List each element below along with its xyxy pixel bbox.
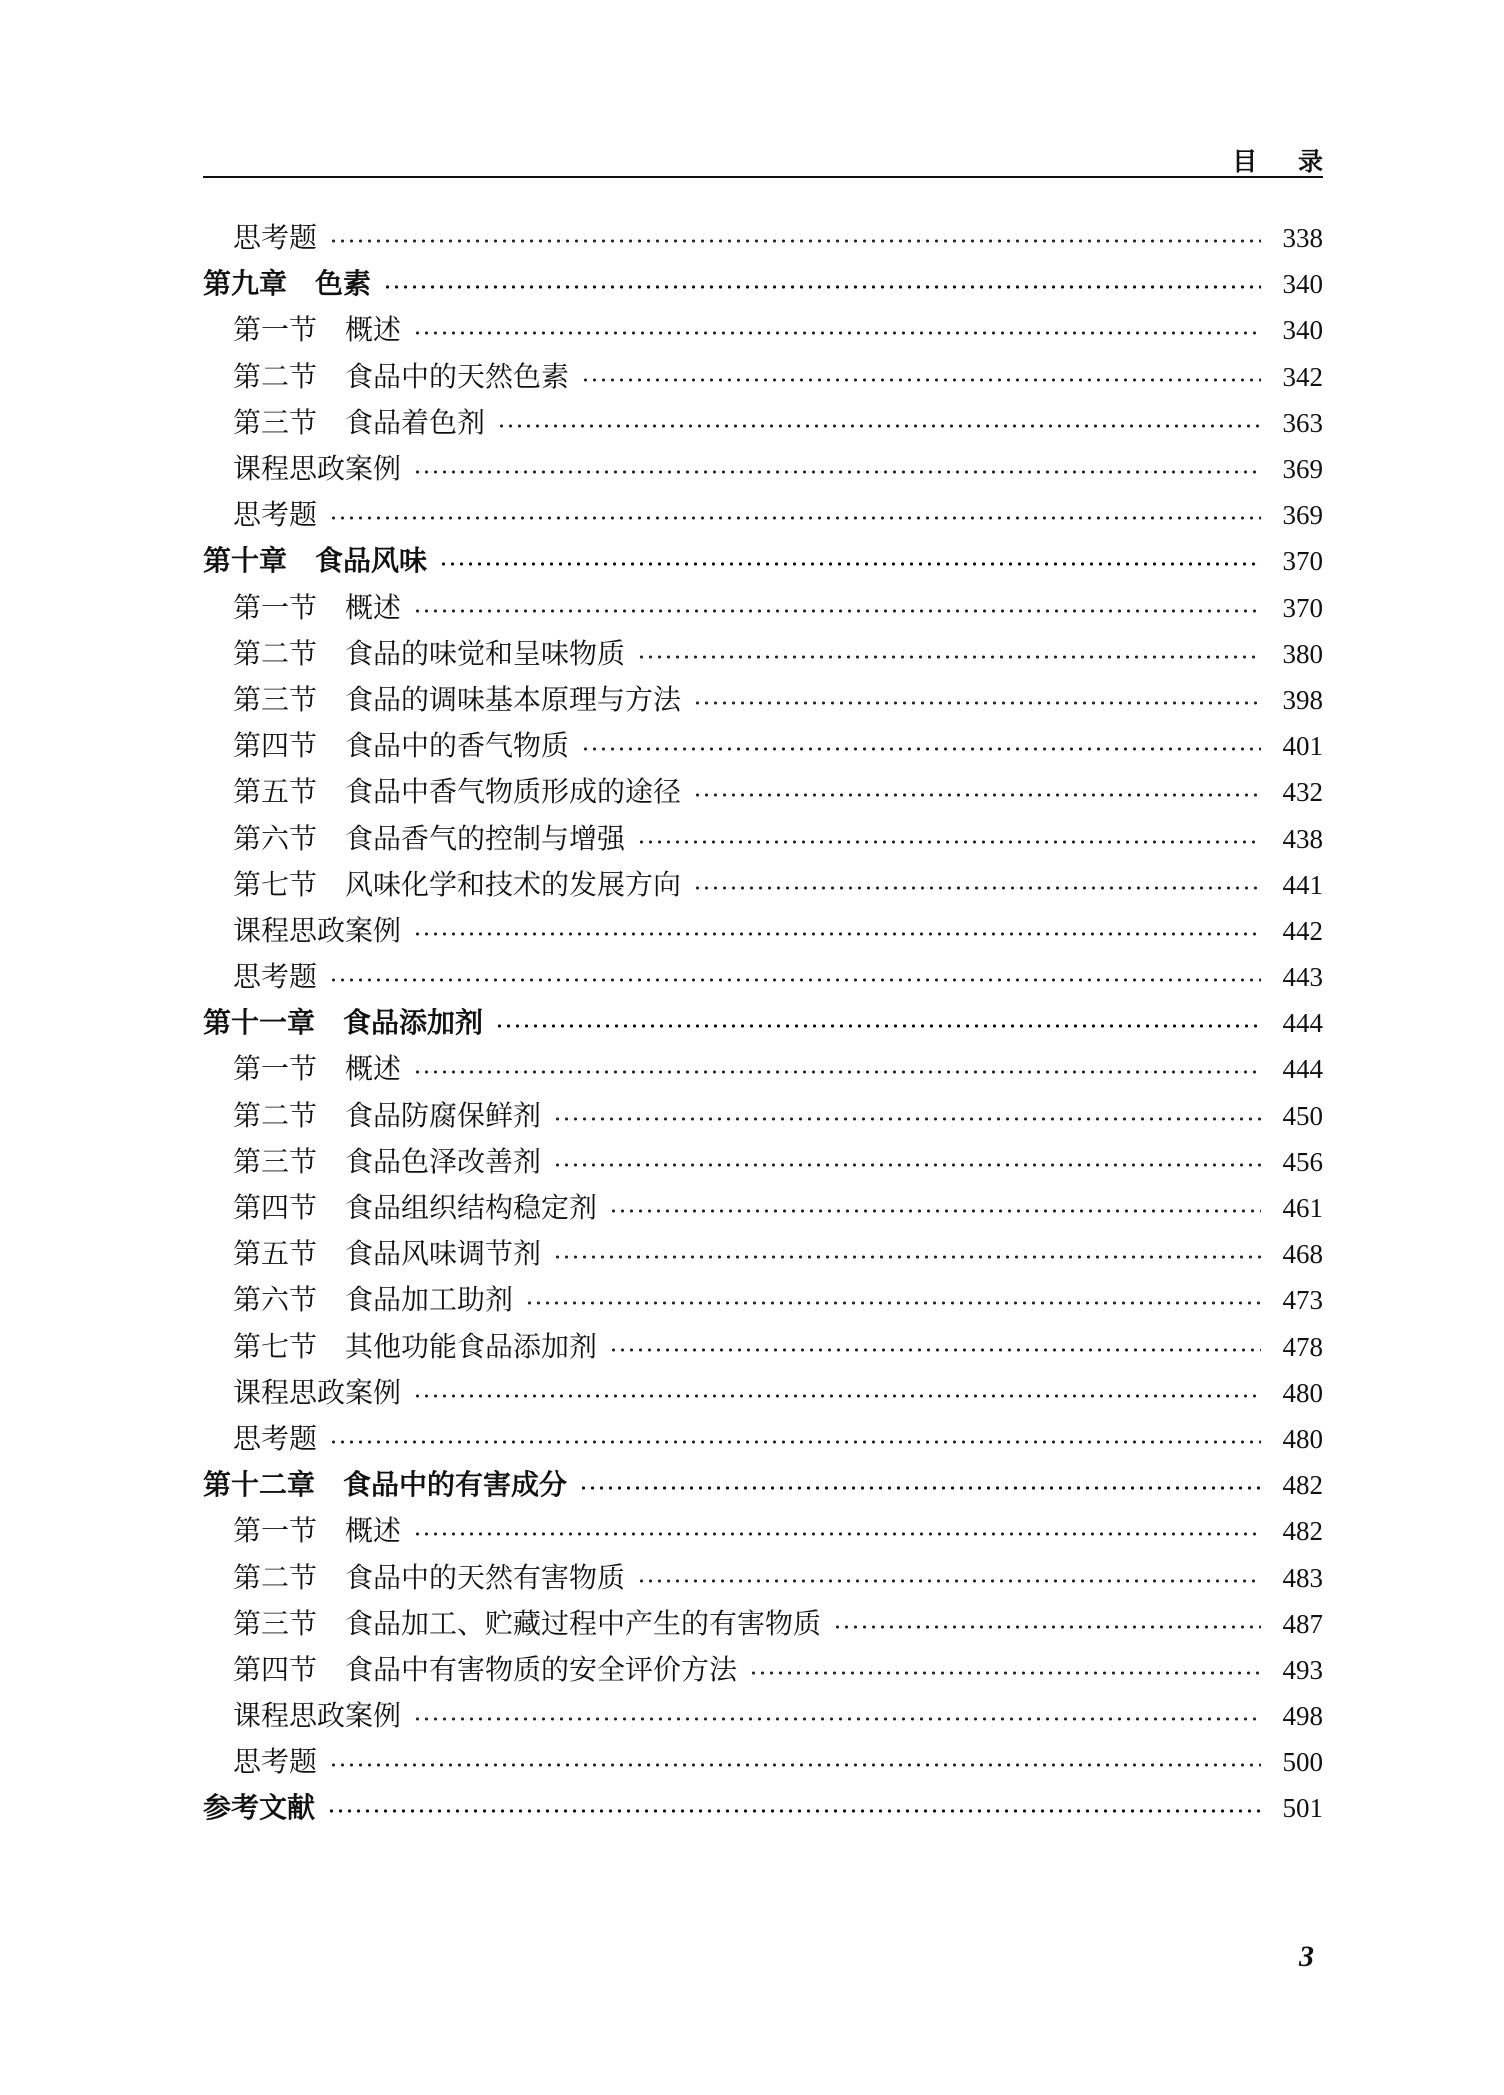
toc-entry-title: 食品着色剂 bbox=[345, 405, 486, 439]
toc-entry-title: 概述 bbox=[345, 1514, 402, 1548]
dot-leader bbox=[329, 1763, 1261, 1767]
toc-entry-page: 340 bbox=[1282, 315, 1323, 346]
toc-entry-number: 第五节 bbox=[233, 1237, 318, 1271]
toc-section-entry[interactable] bbox=[203, 492, 1323, 538]
dot-leader bbox=[637, 840, 1261, 844]
toc-entry-number: 第七节 bbox=[233, 1329, 318, 1363]
toc-entry-title: 课程思政案例 bbox=[233, 452, 402, 486]
toc-section-entry[interactable] bbox=[203, 1093, 1323, 1139]
toc-entry-label bbox=[233, 1416, 317, 1462]
toc-entry-title: 思考题 bbox=[233, 498, 318, 532]
dot-leader bbox=[413, 470, 1261, 474]
toc-entry-number: 第一节 bbox=[233, 1052, 318, 1086]
toc-entry-page: 370 bbox=[1282, 592, 1323, 623]
toc-entry-page: 461 bbox=[1282, 1193, 1323, 1224]
toc-entry-number: 第十二章 bbox=[203, 1468, 316, 1502]
toc-entry-title: 食品中的香气物质 bbox=[345, 729, 570, 763]
toc-entry-page: 443 bbox=[1282, 962, 1323, 993]
toc-section-entry[interactable] bbox=[203, 908, 1323, 954]
toc-section-entry[interactable] bbox=[203, 723, 1323, 769]
toc-entry-label bbox=[233, 446, 401, 492]
toc-entry-page: 482 bbox=[1282, 1470, 1323, 1501]
toc-entry-page: 369 bbox=[1282, 500, 1323, 531]
toc-section-entry[interactable] bbox=[203, 1693, 1323, 1739]
toc-entry-page: 442 bbox=[1282, 915, 1323, 946]
toc-entry-number: 第二节 bbox=[233, 636, 318, 670]
toc-entry-label bbox=[233, 1508, 401, 1554]
toc-entry-label bbox=[233, 1324, 597, 1370]
dot-leader bbox=[413, 932, 1261, 936]
toc-entry-title: 食品中的有害成分 bbox=[343, 1468, 568, 1502]
toc-chapter-entry[interactable] bbox=[203, 538, 1323, 584]
toc-entry-label bbox=[233, 677, 681, 723]
toc-entry-label bbox=[233, 1185, 597, 1231]
dot-leader bbox=[579, 1486, 1261, 1490]
dot-leader bbox=[553, 1255, 1261, 1259]
toc-entry-number: 第一节 bbox=[233, 313, 318, 347]
toc-entry-number: 第一节 bbox=[233, 590, 318, 624]
toc-entry-title: 食品中的天然有害物质 bbox=[345, 1560, 626, 1594]
toc-entry-label bbox=[203, 1785, 315, 1831]
toc-entry-page: 493 bbox=[1282, 1654, 1323, 1685]
toc-entry-number: 第三节 bbox=[233, 1606, 318, 1640]
toc-entry-page: 370 bbox=[1282, 546, 1323, 577]
toc-entry-number: 第六节 bbox=[233, 821, 318, 855]
toc-entry-title: 思考题 bbox=[233, 221, 318, 255]
toc-section-entry[interactable] bbox=[203, 1046, 1323, 1092]
toc-entry-title: 课程思政案例 bbox=[233, 1375, 402, 1409]
toc-entry-label bbox=[233, 1277, 513, 1323]
toc-section-entry[interactable] bbox=[203, 954, 1323, 1000]
toc-section-entry[interactable] bbox=[203, 307, 1323, 353]
toc-entry-page: 487 bbox=[1282, 1608, 1323, 1639]
toc-entry-page: 456 bbox=[1282, 1146, 1323, 1177]
toc-entry-number: 第三节 bbox=[233, 1144, 318, 1178]
toc-entry-title: 食品的味觉和呈味物质 bbox=[345, 636, 626, 670]
toc-entry-title: 食品中香气物质形成的途径 bbox=[345, 775, 682, 809]
toc-entry-number: 第六节 bbox=[233, 1283, 318, 1317]
toc-entry-page: 480 bbox=[1282, 1423, 1323, 1454]
toc-entry-number: 第四节 bbox=[233, 1652, 318, 1686]
dot-leader bbox=[637, 1579, 1261, 1583]
dot-leader bbox=[329, 516, 1261, 520]
toc-entry-label bbox=[233, 723, 569, 769]
toc-entry-number: 第五节 bbox=[233, 775, 318, 809]
toc-section-entry[interactable] bbox=[203, 769, 1323, 815]
toc-entry-title: 食品色泽改善剂 bbox=[345, 1144, 542, 1178]
toc-entry-page: 363 bbox=[1282, 407, 1323, 438]
dot-leader bbox=[329, 1440, 1261, 1444]
dot-leader bbox=[439, 562, 1261, 566]
dot-leader bbox=[383, 285, 1261, 289]
toc-section-entry[interactable] bbox=[203, 1416, 1323, 1462]
toc-entry-title: 概述 bbox=[345, 313, 402, 347]
toc-entry-title: 课程思政案例 bbox=[233, 913, 402, 947]
dot-leader bbox=[609, 1348, 1261, 1352]
toc-section-entry[interactable] bbox=[203, 677, 1323, 723]
toc-entry-number: 第二节 bbox=[233, 359, 318, 393]
dot-leader bbox=[833, 1625, 1261, 1629]
toc-entry-number: 第三节 bbox=[233, 682, 318, 716]
toc-entry-title: 风味化学和技术的发展方向 bbox=[345, 867, 682, 901]
toc-entry-title: 食品中有害物质的安全评价方法 bbox=[345, 1652, 738, 1686]
toc-entry-number: 第三节 bbox=[233, 405, 318, 439]
toc-entry-title: 概述 bbox=[345, 590, 402, 624]
toc-entry-label bbox=[233, 1093, 541, 1139]
dot-leader bbox=[553, 1117, 1261, 1121]
toc-entry-page: 342 bbox=[1282, 361, 1323, 392]
toc-section-entry[interactable] bbox=[203, 1231, 1323, 1277]
toc-section-entry[interactable] bbox=[203, 1508, 1323, 1554]
toc-section-entry[interactable] bbox=[203, 215, 1323, 261]
toc-section-entry[interactable] bbox=[203, 1601, 1323, 1647]
toc-entry-number: 第十一章 bbox=[203, 1006, 316, 1040]
toc-entry-label bbox=[233, 1555, 625, 1601]
toc-entry-page: 473 bbox=[1282, 1285, 1323, 1316]
toc-section-entry[interactable] bbox=[203, 1370, 1323, 1416]
dot-leader bbox=[495, 1024, 1261, 1028]
toc-entry-label bbox=[233, 1370, 401, 1416]
dot-leader bbox=[413, 1717, 1261, 1721]
toc-entry-title: 思考题 bbox=[233, 1421, 318, 1455]
toc-section-entry[interactable] bbox=[203, 354, 1323, 400]
toc-entry-page: 441 bbox=[1282, 869, 1323, 900]
toc-entry-label bbox=[233, 1647, 737, 1693]
toc-entry-number: 第四节 bbox=[233, 729, 318, 763]
toc-entry-page: 480 bbox=[1282, 1377, 1323, 1408]
toc-entry-page: 438 bbox=[1282, 823, 1323, 854]
toc-entry-label bbox=[233, 954, 317, 1000]
toc-entry-page: 482 bbox=[1282, 1516, 1323, 1547]
toc-entry-label bbox=[233, 862, 681, 908]
toc-section-entry[interactable] bbox=[203, 1277, 1323, 1323]
dot-leader bbox=[329, 978, 1261, 982]
toc-section-entry[interactable] bbox=[203, 446, 1323, 492]
toc-entry-title: 食品加工助剂 bbox=[345, 1283, 514, 1317]
toc-section-entry[interactable] bbox=[203, 400, 1323, 446]
toc-entry-label bbox=[233, 492, 317, 538]
toc-entry-title: 课程思政案例 bbox=[233, 1699, 402, 1733]
toc-section-entry[interactable] bbox=[203, 1185, 1323, 1231]
toc-entry-title: 食品加工、贮藏过程中产生的有害物质 bbox=[345, 1606, 822, 1640]
toc-entry-number: 第一节 bbox=[233, 1514, 318, 1548]
toc-entry-title: 食品防腐保鲜剂 bbox=[345, 1098, 542, 1132]
running-head-title: 目 录 bbox=[1232, 147, 1339, 176]
toc-entry-title: 食品组织结构稳定剂 bbox=[345, 1191, 598, 1225]
dot-leader bbox=[553, 1163, 1261, 1167]
toc-entry-title: 概述 bbox=[345, 1052, 402, 1086]
dot-leader bbox=[693, 886, 1261, 890]
toc-entry-label bbox=[233, 354, 569, 400]
toc-entry-page: 450 bbox=[1282, 1100, 1323, 1131]
toc-entry-label bbox=[233, 769, 681, 815]
toc-entry-title: 思考题 bbox=[233, 960, 318, 994]
dot-leader bbox=[413, 1532, 1261, 1536]
toc-entry-label bbox=[233, 1693, 401, 1739]
toc-entry-number: 第四节 bbox=[233, 1191, 318, 1225]
toc-chapter-entry[interactable] bbox=[203, 1785, 1323, 1831]
toc-section-entry[interactable] bbox=[203, 862, 1323, 908]
toc-entry-number: 第十章 bbox=[203, 544, 288, 578]
toc-entry-page: 432 bbox=[1282, 777, 1323, 808]
toc-entry-title: 其他功能食品添加剂 bbox=[345, 1329, 598, 1363]
dot-leader bbox=[497, 424, 1261, 428]
toc-entry-page: 444 bbox=[1282, 1054, 1323, 1085]
toc-entry-title: 食品香气的控制与增强 bbox=[345, 821, 626, 855]
toc-section-entry[interactable] bbox=[203, 1324, 1323, 1370]
toc-entry-page: 500 bbox=[1282, 1747, 1323, 1778]
toc-entry-page: 338 bbox=[1282, 223, 1323, 254]
toc-entry-title: 参考文献 bbox=[203, 1791, 316, 1825]
toc-entry-label bbox=[233, 1046, 401, 1092]
toc-entry-label bbox=[233, 816, 625, 862]
toc-chapter-entry[interactable] bbox=[203, 261, 1323, 307]
dot-leader bbox=[413, 1394, 1261, 1398]
page-number: 3 bbox=[1299, 1940, 1314, 1973]
toc-entry-page: 498 bbox=[1282, 1701, 1323, 1732]
dot-leader bbox=[525, 1301, 1261, 1305]
toc-entry-label bbox=[203, 1462, 567, 1508]
toc-entry-page: 468 bbox=[1282, 1239, 1323, 1270]
toc-entry-title: 食品风味 bbox=[315, 544, 428, 578]
table-of-contents bbox=[203, 215, 1323, 1832]
dot-leader bbox=[413, 609, 1261, 613]
toc-entry-title: 食品中的天然色素 bbox=[345, 359, 570, 393]
toc-entry-label bbox=[233, 585, 401, 631]
toc-entry-number: 第二节 bbox=[233, 1560, 318, 1594]
toc-entry-title: 食品添加剂 bbox=[343, 1006, 484, 1040]
dot-leader bbox=[329, 239, 1261, 243]
toc-entry-number: 第九章 bbox=[203, 267, 288, 301]
toc-chapter-entry[interactable] bbox=[203, 1462, 1323, 1508]
toc-entry-label bbox=[233, 1231, 541, 1277]
toc-entry-label bbox=[233, 307, 401, 353]
toc-entry-label bbox=[233, 400, 485, 446]
toc-entry-title: 思考题 bbox=[233, 1745, 318, 1779]
running-head bbox=[203, 140, 1339, 178]
toc-entry-page: 444 bbox=[1282, 1008, 1323, 1039]
toc-entry-label bbox=[233, 908, 401, 954]
toc-chapter-entry[interactable] bbox=[203, 1000, 1323, 1046]
dot-leader bbox=[693, 793, 1261, 797]
dot-leader bbox=[609, 1209, 1261, 1213]
dot-leader bbox=[581, 747, 1261, 751]
toc-entry-title: 食品风味调节剂 bbox=[345, 1237, 542, 1271]
toc-entry-page: 380 bbox=[1282, 638, 1323, 669]
toc-entry-page: 401 bbox=[1282, 731, 1323, 762]
toc-section-entry[interactable] bbox=[203, 1139, 1323, 1185]
dot-leader bbox=[413, 331, 1261, 335]
toc-section-entry[interactable] bbox=[203, 631, 1323, 677]
dot-leader bbox=[749, 1671, 1261, 1675]
dot-leader bbox=[413, 1070, 1261, 1074]
toc-entry-label bbox=[233, 1601, 821, 1647]
dot-leader bbox=[693, 701, 1261, 705]
toc-entry-number: 第七节 bbox=[233, 867, 318, 901]
dot-leader bbox=[581, 378, 1261, 382]
toc-entry-label bbox=[233, 1139, 541, 1185]
dot-leader bbox=[327, 1809, 1261, 1813]
toc-entry-label bbox=[203, 261, 371, 307]
toc-entry-label bbox=[233, 215, 317, 261]
toc-section-entry[interactable] bbox=[203, 585, 1323, 631]
toc-section-entry[interactable] bbox=[203, 1647, 1323, 1693]
toc-entry-title: 食品的调味基本原理与方法 bbox=[345, 682, 682, 716]
toc-entry-label bbox=[203, 538, 427, 584]
toc-entry-label bbox=[203, 1000, 483, 1046]
toc-section-entry[interactable] bbox=[203, 1554, 1323, 1600]
toc-entry-title: 色素 bbox=[315, 267, 372, 301]
toc-entry-label bbox=[233, 1739, 317, 1785]
toc-entry-page: 478 bbox=[1282, 1331, 1323, 1362]
toc-entry-page: 398 bbox=[1282, 684, 1323, 715]
toc-entry-page: 501 bbox=[1282, 1793, 1323, 1824]
toc-section-entry[interactable] bbox=[203, 815, 1323, 861]
toc-section-entry[interactable] bbox=[203, 1739, 1323, 1785]
dot-leader bbox=[637, 655, 1261, 659]
toc-entry-page: 369 bbox=[1282, 454, 1323, 485]
toc-entry-label bbox=[233, 631, 625, 677]
toc-entry-page: 483 bbox=[1282, 1562, 1323, 1593]
toc-entry-number: 第二节 bbox=[233, 1098, 318, 1132]
toc-entry-page: 340 bbox=[1282, 269, 1323, 300]
